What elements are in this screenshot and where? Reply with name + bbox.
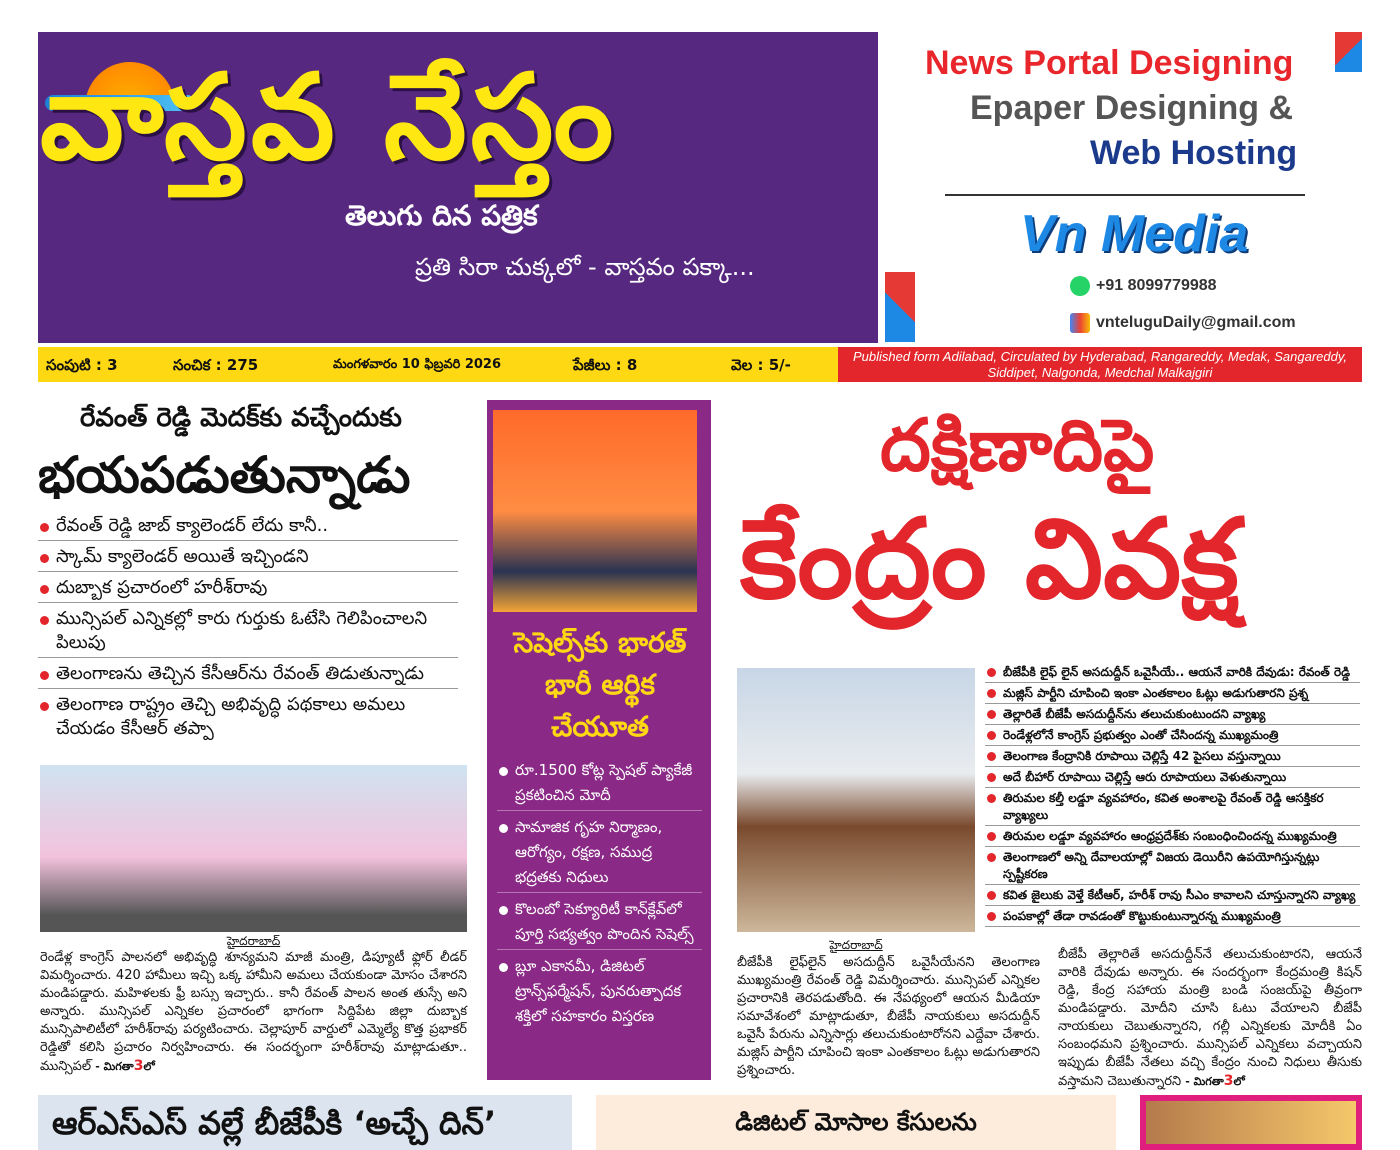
lead-highlights xyxy=(985,664,1360,929)
photo xyxy=(1146,1101,1356,1144)
list-item: బీజేపీకి లైఫ్ లైన్ అసదుద్దీన్ ఒవైసీయే.. ఆయనే వారికి దేవుడు: రేవంత్ రెడ్డి xyxy=(985,664,1360,683)
list-item: తెలంగాణను తెచ్చిన కేసీఆర్‌ను రేవంత్ తిడుతున్నాడు xyxy=(38,662,458,689)
sidebar-highlights xyxy=(497,758,702,1035)
issue-info-bar xyxy=(38,347,838,382)
page-count: పేజీలు : 8 xyxy=(573,356,638,374)
continued-text: - మిగతా xyxy=(1185,1075,1224,1088)
ad-line-1: News Portal Designing xyxy=(925,44,1294,82)
advertisement[interactable] xyxy=(880,32,1362,343)
ad-line-3: Web Hosting xyxy=(1090,134,1298,172)
list-item: కొలంబో సెక్యూరిటీ కాన్‌క్లేవ్‌లో పూర్తి సభ్యత్వం పొందిన సెషెల్స్ xyxy=(497,897,702,950)
photo-caption: హైదరాబాద్ xyxy=(226,934,281,948)
body-text: రెండేళ్ల కాంగ్రెస్ పాలనలో అభివృద్ధి శూన్యమని మాజీ మంత్రి, డిప్యూటీ ఫ్లోర్ లీడర్ విమర్శించారు. 420 హామీలు ఇచ్చి ఒక్క హామీని అమలు చేయకుండా మోసం చేశారని మండిపడ్డారు. మహిళలకు ఫ్రీ బస్సు ఇచ్చారు.. కానీ రేవంత్ పాలన అంత తుస్సే అని అన్నారు. మున్సిపల్ ఎన్నికల ప్రచారంలో భాగంగా సిద్దిపేట జిల్లా దుబ్బాక మున్సిపాలిటీలో హరీశ్‌రావు పర్యటించారు. చెల్లాపూర్ వార్డులో ఎమ్మెల్యే కొత్త ప్రభాకర్ రెడ్డితో కలిసి ప్రచారం నిర్వహించారు. ఈ సందర్భంగా హరీశ్‌రావు మాట్లాడుతూ.. మున్సిపల్ xyxy=(40,950,467,1074)
continued-suffix: లో xyxy=(1233,1075,1245,1088)
list-item: రేవంత్ రెడ్డి జాబ్ క్యాలెండర్ లేదు కానీ.. xyxy=(38,514,458,541)
ad-email xyxy=(1070,312,1296,334)
story-highlights xyxy=(38,514,458,747)
list-item: స్కామ్ క్యాలెండర్ అయితే ఇచ్చిండని xyxy=(38,545,458,572)
list-item: తెల్లారితే బీజేపీ అసదుద్దీన్‌ను తలుచుకుంటుందని వ్యాఖ్య xyxy=(985,706,1360,725)
ad-line-2: Epaper Designing & xyxy=(970,89,1294,127)
publication-info: Published form Adilabad, Circulated by Hyderabad, Rangareddy, Medak, Sangareddy, Siddipet, Nalgonda, Medchal Malkajgiri xyxy=(838,347,1362,382)
list-item: తిరుమల కల్తీ లడ్డూ వ్యవహారం, కవిత అంశాలపై రేవంత్ రెడ్డి ఆసక్తికర వ్యాఖ్యలు xyxy=(985,790,1360,826)
newspaper-title: వాస్తవ నేస్తం xyxy=(40,48,618,186)
story-photo[interactable] xyxy=(40,765,467,932)
bottom-story-headline[interactable]: డిజిటల్ మోసాల కేసులను xyxy=(596,1095,1116,1150)
list-item: మజ్లిస్ పార్టీని చూపించి ఇంకా ఎంతకాలం ఓట్లు అడుగుతారని ప్రశ్న xyxy=(985,685,1360,704)
phone-text: +91 8099779988 xyxy=(1096,277,1217,294)
list-item: తెలంగాణ కేంద్రానికి రూపాయి చెల్లిస్తే 42 పైసలు వస్తున్నాయి xyxy=(985,748,1360,767)
continued-page: 3 xyxy=(1223,1073,1234,1089)
whatsapp-icon xyxy=(1070,276,1090,296)
list-item: కవిత జైలుకు వెళ్తే కేటీఆర్, హరీశ్ రావు సీఎం కావాలని చూస్తున్నారని వ్యాఖ్య xyxy=(985,887,1360,906)
corner-decoration xyxy=(1335,32,1362,72)
issue-number: సంచిక : 275 xyxy=(173,356,259,374)
sidebar-headline[interactable]: సెషెల్స్‌కు భారత్ భారీ ఆర్థిక చేయూత xyxy=(513,626,687,743)
list-item: దుబ్బాక ప్రచారంలో హరీశ్‌రావు xyxy=(38,576,458,603)
continued-suffix: లో xyxy=(143,1060,155,1073)
story-kicker: రేవంత్ రెడ్డి మెదక్‌కు వచ్చేందుకు xyxy=(80,403,402,433)
continued-link[interactable] xyxy=(1185,1075,1245,1088)
body-text: బీజేపీ తెల్లారితే అసదుద్దీన్‌నే తలుచుకుంటారని, ఆయనే వారికి దేవుడు అన్నారు. ఈ సందర్భంగా కేంద్రమంత్రి కిషన్ రెడ్డి, కేంద్ర సహాయ మంత్రి బండి సంజయ్‌పై తీవ్రంగా మండిపడ్డారు. మోదీని చూసి ఓటు వేయాలని బీజేపీ నాయకులు చెబుతున్నారని, గల్లీ ఎన్నికలకు మోదీకి ఏం సంబంధమని ప్రశ్నించారు. మున్సిపల్ ఎన్నికలు వచ్చాయని ఇప్పుడు బీజేపీ నేతలు వచ్చి కేంద్రం నుంచి నిధులు తీసుకు వస్తామని చెబుతున్నారని xyxy=(1058,947,1362,1089)
story-body xyxy=(40,949,467,1076)
lead-photo[interactable] xyxy=(737,668,975,932)
newspaper-subtitle: తెలుగు దిన పత్రిక xyxy=(345,199,538,232)
list-item: తిరుమల లడ్డూ వ్యవహారం ఆంధ్రప్రదేశ్‌కు సంబంధించిందన్న ముఖ్యమంత్రి xyxy=(985,828,1360,847)
list-item: తెలంగాణలో అన్ని దేవాలయాల్లో విజయ డెయిరీని ఉపయోగిస్తున్నట్లు స్పష్టీకరణ xyxy=(985,849,1360,885)
lead-headline-line-2[interactable]: కేంద్రం వివక్ష xyxy=(740,495,1239,623)
continued-text: - మిగతా xyxy=(95,1060,134,1073)
list-item: తెలంగాణ రాష్ట్రం తెచ్చి అభివృద్ధి పథకాలు అమలు చేయడం కేసీఆర్ తప్పా xyxy=(38,693,458,743)
list-item: బ్లూ ఎకానమీ, డిజిటల్ ట్రాన్స్‌ఫర్మేషన్, పునరుత్పాదక శక్తిలో సహకారం విస్తరణ xyxy=(497,954,702,1031)
divider xyxy=(945,194,1305,196)
list-item: సామాజిక గృహ నిర్మాణం, ఆరోగ్యం, రక్షణ, సముద్ర భద్రతకు నిధులు xyxy=(497,815,702,893)
list-item: మున్సిపల్ ఎన్నికల్లో కారు గుర్తుకు ఓటేసి గెలిపించాలని పిలుపు xyxy=(38,607,458,658)
corner-decoration xyxy=(885,272,915,342)
lead-body-col-1: బీజేపీకి లైఫ్‌లైన్ అసదుద్దీన్ ఒవైసీయేనని తెలంగాణ ముఖ్యమంత్రి రేవంత్ రెడ్డి విమర్శించారు. మున్సిపల్ ఎన్నికల ప్రచారానికి తెరపడుతోంది. ఈ నేపథ్యంలో ఆయన మీడియా సమావేశంలో మాట్లాడుతూ, బీజేపీ నాయకులు అసదుద్దీన్ ఒవైసీ పేరును ఎన్నిసార్లు తలుచుకుంటారోనని ఎద్దేవా చేశారు. మజ్లిస్ పార్టీని చూపించి ఇంకా ఎంతకాలం ఓట్లు అడుగుతారని ప్రశ్నించారు. xyxy=(737,955,1040,1078)
list-item: అదే బీహార్ రూపాయి చెల్లిస్తే ఆరు రూపాయలు వెళుతున్నాయి xyxy=(985,769,1360,788)
email-text: vnteluguDaily@gmail.com xyxy=(1096,314,1296,331)
bottom-story-headline[interactable]: ఆర్ఎస్ఎస్ వల్లే బీజేపీకి ‘అచ్చే దిన్’ xyxy=(38,1095,572,1150)
list-item: రూ.1500 కోట్ల స్పెషల్ ప్యాకేజీ ప్రకటించిన మోదీ xyxy=(497,758,702,811)
list-item: పంపకాల్లో తేడా రావడంతో కొట్టుకుంటున్నారన్న ముఖ్యమంత్రి xyxy=(985,908,1360,927)
photo-caption: హైదరాబాద్ xyxy=(829,938,883,952)
ad-phone xyxy=(1070,275,1217,297)
story-headline[interactable]: భయపడుతున్నాడు xyxy=(38,446,411,504)
continued-page: 3 xyxy=(133,1058,144,1074)
price: వెల : 5/- xyxy=(731,356,791,374)
continued-link[interactable] xyxy=(95,1060,155,1073)
story-photo[interactable] xyxy=(493,410,697,612)
gmail-icon xyxy=(1070,313,1090,333)
ad-brand: Vn Media xyxy=(1020,205,1249,263)
newspaper-tagline: ప్రతి సిరా చుక్కలో - వాస్తవం పక్కా... xyxy=(415,253,755,281)
bottom-story-photo[interactable] xyxy=(1140,1095,1362,1150)
lead-body-col-2 xyxy=(1058,946,1362,1091)
volume: సంపుటి : 3 xyxy=(46,356,118,374)
lead-headline-line-1[interactable]: దక్షిణాదిపై xyxy=(880,403,1155,487)
date: మంగళవారం 10 ఫిబ్రవరి 2026 xyxy=(333,357,502,372)
list-item: రెండేళ్లలోనే కాంగ్రెస్ ప్రభుత్వం ఎంతో చేసిందన్న ముఖ్యమంత్రి xyxy=(985,727,1360,746)
